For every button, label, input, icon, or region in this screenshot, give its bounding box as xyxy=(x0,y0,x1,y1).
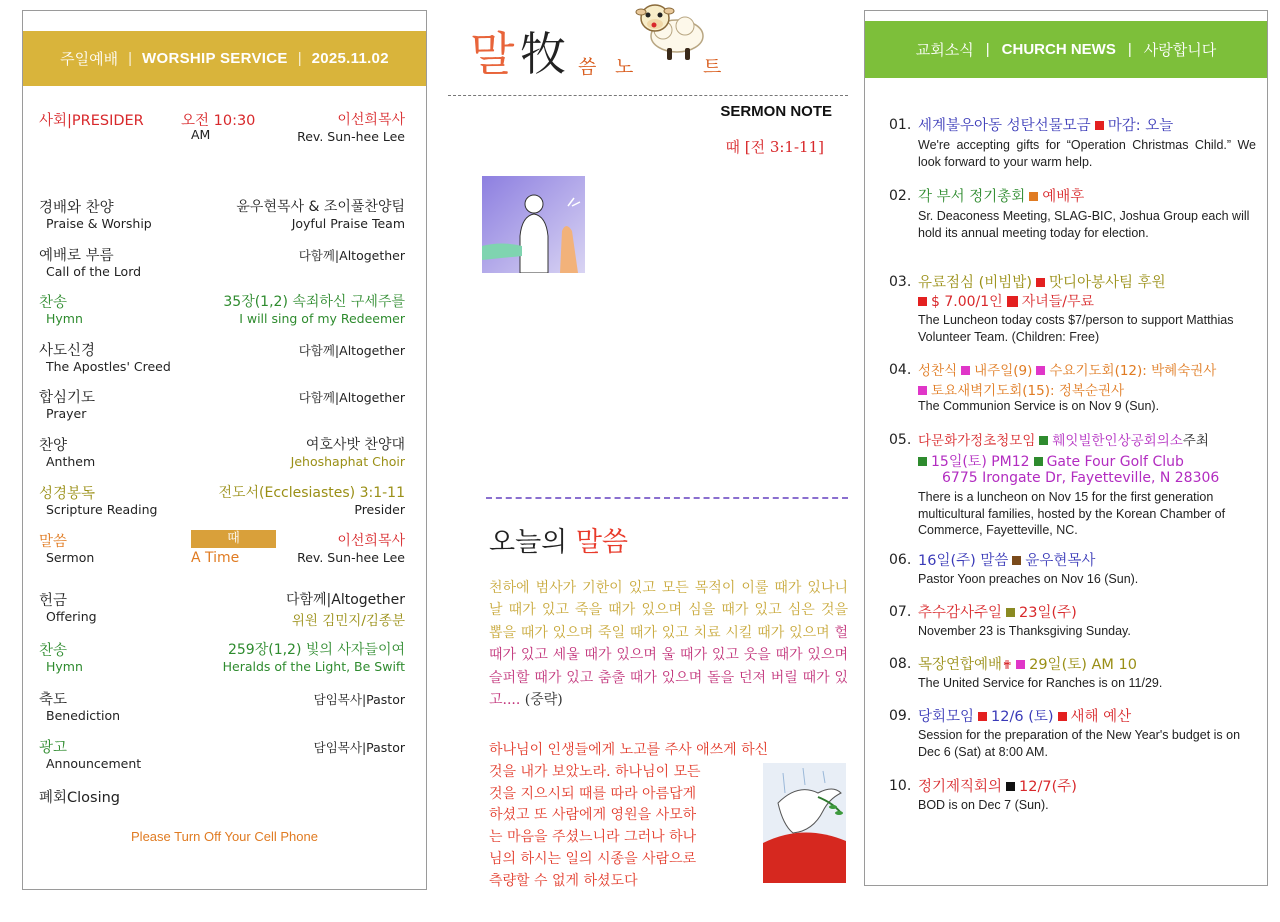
order-item: 축도 Benediction 담임목사|Pastor xyxy=(39,692,405,723)
worship-header: 주일예배 | WORSHIP SERVICE | 2025.11.02 xyxy=(23,31,426,86)
dove-illustration-image xyxy=(763,763,846,883)
bullet-square-icon xyxy=(961,366,970,375)
presider-label: 사회|PRESIDER xyxy=(39,113,144,129)
bullet-square-icon xyxy=(1058,712,1067,721)
sermon-title-box: 때 xyxy=(191,530,276,548)
bullet-square-icon xyxy=(1036,366,1045,375)
order-item: 성경봉독 Scripture Reading 전도서(Ecclesiastes) 3:1-11 Presider xyxy=(39,485,405,517)
order-item: 합심기도 Prayer 다함께|Altogether xyxy=(39,390,405,421)
news-header-title: CHURCH NEWS xyxy=(1001,41,1116,58)
bullet-square-icon xyxy=(1012,556,1021,565)
church-news-panel: 교회소식 | CHURCH NEWS | 사랑합니다 01. 세계불우아동 성탄선물모금 마감: 오늘 We're accepting gifts for “Operation Christmas Child.” We look forward to your warm help. 02. 각 부서 정기총회 예배후 Sr. Deaconess Meeting, SLAG-BIC, Joshua Group each will hold its annual meeting today for election. 03. 유료점심 (비빔밥) 맛디아봉사팀 후원 $ 7.00/1인 자녀들/무료 The Luncheon today costs $7/person to support Matthias Volunteer Team. (Children: Free) 04. 성찬식 내주일(9) 수요기도회(12): 박혜숙권사 토요새벽기도회(15): 정복순권사 The Communion Service is on Nov 9 (Sun). 05. 다문화가정초청모임 훼잇빌한인상공회의소주최 15일(토) PM12 Gate Four Golf Club 6775 Irongate Dr, Fayetteville, N 28306 There is a luncheon on Nov 15 for the first generation multicultural families, hosted by the Korean Chamber of Commerce, Fayetteville, NC. 06. 16일(주) 말씀 윤우현목사 Pastor Yoon preaches on Nov 16 (Sun). 07. 추수감사주일 23일(주) November 23 is Thanksgiving Sunday. 08. 목장연합예배✟ 29일(토) AM 10 The United Service for Ranches is on 11/29. 09. 당회모임 12/6 (토) 새해 예산 Session for the preparation of the New Year's budget is on Dec 6 (Sat) at 8:00 AM. 10. 정기제직회의 12/7(주) BOD is on Dec 7 (Sun). xyxy=(864,10,1268,886)
presider-row xyxy=(39,109,405,153)
sermon-reference: 때 [전 3:1-11] xyxy=(725,138,824,156)
bullet-square-icon xyxy=(918,386,927,395)
order-item: 광고 Announcement 담임목사|Pastor xyxy=(39,740,405,771)
bullet-square-icon xyxy=(918,457,927,466)
bullet-square-icon xyxy=(1016,660,1025,669)
bullet-square-icon xyxy=(1095,121,1104,130)
news-header-right: 사랑합니다 xyxy=(1143,42,1217,59)
sermon-title-en: A Time xyxy=(191,550,240,566)
church-news-header: 교회소식 | CHURCH NEWS | 사랑합니다 xyxy=(865,21,1267,78)
order-item: 예배로 부름 Call of the Lord 다함께|Altogether xyxy=(39,248,405,279)
order-item: 경배와 찬양 Praise & Worship 윤우현목사 & 조이풀찬양팀 Joyful Praise Team xyxy=(39,199,405,231)
bullet-square-icon xyxy=(1006,608,1015,617)
bullet-square-icon xyxy=(1036,278,1045,287)
bullet-square-icon xyxy=(918,297,927,306)
worship-header-title: WORSHIP SERVICE xyxy=(142,50,288,67)
bullet-square-icon xyxy=(978,712,987,721)
worship-date: 2025.11.02 xyxy=(311,50,389,67)
worship-order-panel xyxy=(22,10,427,890)
bullet-square-icon xyxy=(1039,436,1048,445)
presider-time-en: AM xyxy=(191,127,211,142)
order-item: 찬양 Anthem 여호사밧 찬양대 Jehoshaphat Choir xyxy=(39,437,405,469)
order-item: 헌금 Offering 다함께|Altogether 위원 김민지/김종분 xyxy=(39,592,405,629)
scripture-passage-1: 천하에 범사가 기한이 있고 모든 목적이 이룰 때가 있나니 날 때가 있고 죽을 때가 있으며 심을 때가 있고 심은 것을 뽑을 때가 있으며 죽일 때가 있고 치료 시킬 때가 있으며 헐 때가 있고 세울 때가 있으며 울 때가 있고 웃을 때가 있으며 슬퍼할 때가 있고 춤출 때가 있으며 돌을 던져 버릴 때가 있고.... (중략) xyxy=(489,580,848,709)
cell-phone-notice: Please Turn Off Your Cell Phone xyxy=(131,829,318,844)
presider-name: 이선희목사 xyxy=(337,112,405,128)
sermon-note-label: SERMON NOTE xyxy=(720,103,832,120)
bullet-square-icon xyxy=(1034,457,1043,466)
worship-header-left: 주일예배 xyxy=(60,51,119,68)
bullet-square-icon xyxy=(1007,296,1018,307)
presider-name-en: Rev. Sun-hee Lee xyxy=(297,129,405,144)
word-divider xyxy=(486,497,848,499)
bullet-square-icon xyxy=(1029,192,1038,201)
sheep-icon xyxy=(633,0,707,62)
scripture-passage-2: 하나님이 인생들에게 노고를 주사 애쓰게 하신 것을 내가 보았노라. 하나님이 모든 것을 지으시되 때를 따라 아름답게 하셨고 또 사람에게 영원을 사모하 는 마음을 주셨느니라 그러나 하나 님의 하시는 일의 시종을 사람으로 측량할 수 없게 하셨도다 xyxy=(489,742,769,889)
todays-word-title: 오늘의 말씀 xyxy=(489,527,629,558)
news-header-left: 교회소식 xyxy=(915,42,974,59)
order-item: 찬송 Hymn 35장(1,2) 속죄하신 구세주를 I will sing of my Redeemer xyxy=(39,294,405,326)
order-item: 폐회Closing xyxy=(39,790,121,806)
presider-time: 오전 10:30 xyxy=(181,113,256,129)
bullet-square-icon xyxy=(1006,782,1015,791)
order-item-sermon: 말씀 Sermon 때 A Time 이선희목사 Rev. Sun-hee Lee xyxy=(39,531,405,566)
cross-icon: ✟ xyxy=(1002,658,1013,672)
order-item: 찬송 Hymn 259장(1,2) 빛의 사자들이여 Heralds of the Light, Be Swift xyxy=(39,642,405,674)
sermon-note-divider xyxy=(448,95,848,96)
order-item: 사도신경 The Apostles' Creed 다함께|Altogether xyxy=(39,343,405,374)
sermon-illustration-image xyxy=(482,176,585,273)
